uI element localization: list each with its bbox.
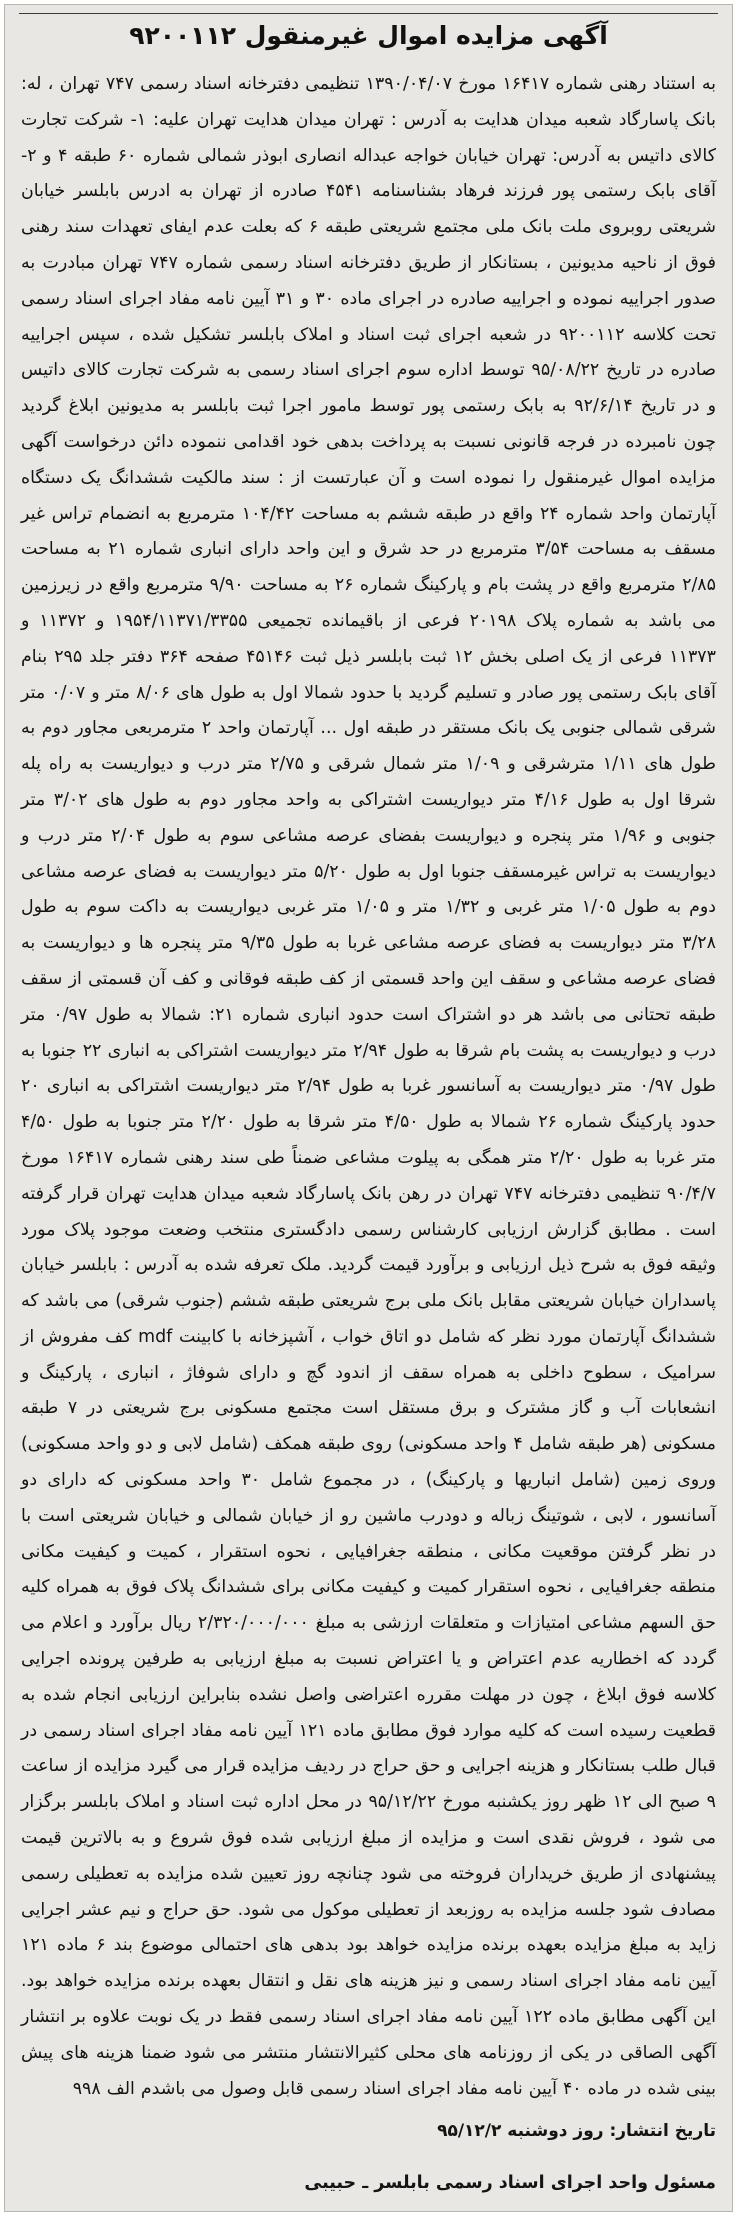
notice-body-paragraph: به استناد رهنی شماره ۱۶۴۱۷ مورخ ۱۳۹۰/۰۴/۰۷ تنظیمی دفترخانه اسناد رسمی ۷۴۷ تهران ، له: بانک پاسارگاد شعبه میدان هدایت به آدرس : تهران میدان هدایت تهران علیه: ۱- شرکت تجارت کالای داتیس به آدرس: تهران خیابان خواجه عبداله انصاری ابوذر شمالی شماره ۶۰ طبقه ۴ و ۲- آقای بابک رستمی پور فرزند فرهاد بشناسنامه ۴۵۴۱ صادره از تهران به ادرس بابلسر خیابان شریعتی روبروی ملت بانک ملی مجتمع شریعتی طبقه ۶ که بعلت عدم ایفای تعهدات سند رهنی فوق از ناحیه مدیونین ، بستانکار از طریق دفترخانه اسناد رسمی شماره ۷۴۷ تهران مبادرت به صدور اجراییه نموده و اجراییه صادره در اجرای ماده ۳۰ و ۳۱ آیین نامه مفاد اجرای اسناد رسمی تحت کلاسه ۹۲۰۰۱۱۲ در شعبه اجرای ثبت اسناد و املاک بابلسر تشکیل شده ، سپس اجراییه صادره در تاریخ ۹۵/۰۸/۲۲ توسط اداره سوم اجرای اسناد رسمی به شرکت تجارت کالای داتیس و در تاریخ ۹۲/۶/۱۴ به بابک رستمی پور توسط مامور اجرا ثبت بابلسر به مدیونین ابلاغ گردید چون نامبرده در فرجه قانونی نسبت به پرداخت بدهی خود اقدامی ننموده دائن درخواست آگهی مزایده اموال غیرمنقول را نموده است و آن عبارتست از : سند مالکیت ششدانگ یک دستگاه آپارتمان واحد شماره ۲۴ واقع در طبقه ششم به مساحت ۱۰۴/۴۲ مترمربع به انضمام تراس غیر مسقف به مساحت ۳/۵۴ مترمربع در حد شرق و این واحد دارای انباری شماره ۲۱ به مساحت ۲/۸۵ مترمربع واقع در پشت بام و پارکینگ شماره ۲۶ به مساحت ۹/۹۰ مترمربع واقع در زیرزمین می باشد به شماره پلاک ۲۰۱۹۸ فرعی از باقیمانده تجمیعی ۱۹۵۴/۱۱۳۷۱/۳۳۵۵ و ۱۱۳۷۲ و ۱۱۳۷۳ فرعی از یک اصلی بخش ۱۲ ثبت بابلسر ذیل ثبت ۴۵۱۴۶ صفحه ۳۶۴ دفتر جلد ۲۹۵ بنام آقای بابک رستمی پور صادر و تسلیم گردید با حدود شمالا اول به طول های ۸/۰۶ متر و ۰/۰۷ متر شرقی شمالی جنوبی یک بانک مستقر در طبقه اول ... آپارتمان واحد ۲ مترمربعی مجاور دوم به طول های ۱/۱۱ مترشرقی و ۱/۰۹ متر شمال شرقی و ۲/۷۵ متر درب و دیواریست به راه پله شرقا اول به طول ۴/۱۶ متر دیواریست اشتراکی به واحد مجاور دوم به طول های ۳/۰۲ متر جنوبی و ۱/۹۶ متر پنجره و دیواریست بفضای عرصه مشاعی سوم به طول ۲/۰۴ متر درب و دیواریست به تراس غیرمسقف جنوبا اول به طول ۵/۲۰ متر دیواریست به فضای عرصه مشاعی دوم به طول ۱/۰۵ متر غربی و ۱/۳۲ متر و ۱/۰۵ متر غربی دیواریست به داکت سوم به طول ۳/۲۸ متر دیواریست به فضای عرصه مشاعی غربا به طول ۹/۳۵ متر پنجره ها و دیواریست به فضای عرصه مشاعی و سقف این واحد قسمتی از کف طبقه فوقانی و کف آن قسمتی از سقف طبقه تحتانی می باشد هر دو اشتراک است حدود انباری شماره ۲۱: شمالا به طول ۰/۹۷ متر درب و دیواریست به پشت بام شرقا به طول ۲/۹۴ متر دیواریست اشتراکی به انباری ۲۲ جنوبا به طول ۰/۹۷ متر دیواریست به آسانسور غربا به طول ۲/۹۴ متر دیواریست اشتراکی به انباری ۲۰ حدود پارکینگ شماره ۲۶ شمالا به طول ۴/۵۰ متر شرقا به طول ۲/۲۰ متر جنوبا به طول ۴/۵۰ متر غربا به طول ۲/۲۰ متر همگی به پیلوت مشاعی ضمناً طی سند رهنی شماره ۱۶۴۱۷ مورخ ۹۰/۴/۷ تنظیمی دفترخانه ۷۴۷ تهران در رهن بانک پاسارگاد شعبه میدان هدایت تهران قرار گرفته است . مطابق گزارش ارزیابی کارشناس رسمی دادگستری منتخب وضعت موجود پلاک مورد وثیقه فوق به شرح ذیل ارزیابی و برآورد قیمت گردید. ملک تعرفه شده به آدرس : بابلسر خیابان پاسداران خیابان شریعتی مقابل بانک ملی برج شریعتی طبقه ششم (جنوب شرقی) می باشد که ششدانگ آپارتمان مورد نظر که شامل دو اتاق خواب ، آشپزخانه با کابینت mdf کف مفروش از سرامیک ، سطوح داخلی به همراه سقف از اندود گچ و دارای شوفاژ ، انباری ، پارکینگ و انشعابات آب و گاز مشترک و برق مستقل است مجتمع مسکونی برج شریعتی در ۷ طبقه مسکونی (هر طبقه شامل ۴ واحد مسکونی) روی طبقه همکف (شامل لابی و دو واحد مسکونی) وروی زمین (شامل انباریها و پارکینگ) ، در مجموع شامل ۳۰ واحد مسکونی که دارای دو آسانسور ، لابی ، شوتینگ زباله و دودرب ماشین رو از خیابان شمالی و خیابان شریعتی است با در نظر گرفتن موقعیت مکانی ، منطقه جغرافیایی ، نحوه استقرار ، کمیت و کیفیت مکانی منطقه جغرافیایی ، نحوه استقرار کمیت و کیفیت مکانی برای ششدانگ پلاک فوق به همراه کلیه حق السهم مشاعی امتیازات و متعلقات ارزشی به مبلغ ۲/۳۲۰/۰۰۰/۰۰۰ ریال برآورد و اعلام می گردد که اخطاریه عدم اعتراض و یا اعتراض نسبت به مبلغ ارزیابی به طرفین پرونده اجرایی کلاسه فوق ابلاغ ، چون در مهلت مقرره اعتراضی واصل نشده بنابراین ارزیابی انجام شده به قطعیت رسیده است که کلیه موارد فوق مطابق ماده ۱۲۱ آیین نامه مفاد اجرای اسناد رسمی در قبال طلب بستانکار و هزینه اجرایی و حق حراج در ردیف مزایده قرار می گیرد مزایده از ساعت ۹ صبح الی ۱۲ ظهر روز یکشنبه مورخ ۹۵/۱۲/۲۲ در محل اداره ثبت اسناد و املاک بابلسر برگزار می شود ، فروش نقدی است و مزایده از مبلغ ارزیابی شده فوق شروع و به بالاترین قیمت پیشنهادی از طریق خریداران فروخته می شود چنانچه روز تعیین شده مزایده به تعطیلی رسمی مصادف شود جلسه مزایده به روزبعد از تعطیلی موکول می شود. حق حراج و نیم عشر اجرایی زاید به مبلغ مزایده بعهده برنده مزایده خواهد بود بدهی های احتمالی موضوع بند ۶ ماده ۱۲۱ آیین نامه مفاد اجرای اسناد رسمی و نیز هزینه های نقل و انتقال بعهده برنده مزایده خواهد بود. این آگهی مطابق ماده ۱۲۲ آیین نامه مفاد اجرای اسناد رسمی فقط در یک نوبت علاوه بر انتشار آگهی الصاقی در یکی از روزنامه های محلی کثیرالانتشار منتشر می شود ضمنا هزینه های پیش بینی شده در ماده ۴۰ آیین نامه مفاد اجرای اسناد رسمی قابل وصول می باشدم الف ۹۹۸ — [21, 74, 717, 2099]
newspaper-clipping — [4, 4, 733, 2212]
signature-line: مسئول واحد اجرای اسناد رسمی بابلسر ـ حبیبی — [304, 2173, 716, 2193]
top-rule — [19, 13, 718, 14]
publish-date-label: تاریخ انتشار: روز دوشنبه — [507, 2121, 716, 2141]
publish-date-line — [21, 2121, 716, 2141]
publish-date-value: ۹۵/۱۲/۲ — [437, 2121, 502, 2141]
notice-body — [21, 67, 716, 2107]
notice-title: آگهی مزایده اموال غیرمنقول ۹۲۰۰۱۱۲ — [129, 21, 608, 50]
